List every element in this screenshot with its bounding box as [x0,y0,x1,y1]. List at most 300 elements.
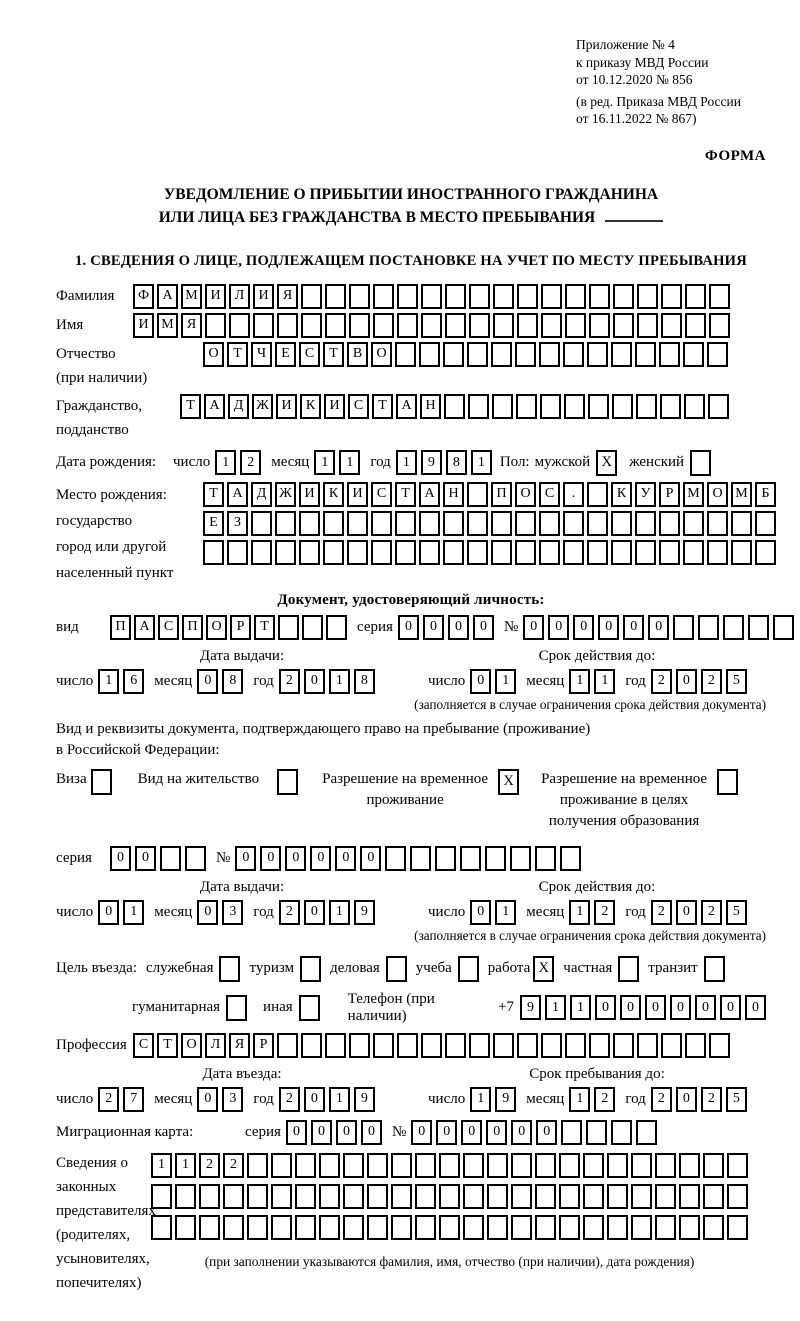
char-box[interactable] [637,313,658,338]
char-box[interactable]: 0 [511,1120,532,1145]
char-box[interactable] [349,284,370,309]
char-box[interactable]: Т [323,342,344,367]
char-box[interactable]: 6 [123,669,144,694]
char-box[interactable]: М [181,284,202,309]
char-box[interactable]: 0 [398,615,419,640]
char-box[interactable]: 0 [536,1120,557,1145]
char-box[interactable] [539,540,560,565]
char-box[interactable] [561,1120,582,1145]
char-box[interactable] [373,313,394,338]
char-box[interactable] [727,1184,748,1209]
char-box[interactable]: Р [659,482,680,507]
char-box[interactable] [439,1153,460,1178]
char-box[interactable] [559,1153,580,1178]
char-box[interactable] [395,342,416,367]
char-box[interactable] [319,1184,340,1209]
char-box[interactable]: 1 [123,900,144,925]
char-box[interactable]: 0 [197,1087,218,1112]
char-box[interactable]: 2 [651,900,672,925]
char-box[interactable] [565,313,586,338]
char-box[interactable]: К [323,482,344,507]
char-box[interactable] [511,1153,532,1178]
char-box[interactable]: 3 [222,1087,243,1112]
char-box[interactable] [415,1215,436,1240]
char-box[interactable] [487,1184,508,1209]
char-box[interactable]: 0 [648,615,669,640]
char-box[interactable] [535,1215,556,1240]
char-box[interactable] [371,540,392,565]
char-box[interactable]: 0 [110,846,131,871]
char-box[interactable] [151,1184,172,1209]
char-box[interactable]: 9 [520,995,541,1020]
char-box[interactable] [223,1184,244,1209]
char-box[interactable] [397,284,418,309]
char-box[interactable] [565,1033,586,1058]
char-box[interactable] [175,1215,196,1240]
char-box[interactable]: Д [228,394,249,419]
char-box[interactable]: И [347,482,368,507]
char-box[interactable]: 0 [461,1120,482,1145]
char-box[interactable] [685,313,706,338]
char-box[interactable] [659,540,680,565]
char-box[interactable]: 2 [240,450,261,475]
char-box[interactable] [410,846,431,871]
char-box[interactable] [463,1184,484,1209]
char-box[interactable]: О [206,615,227,640]
char-box[interactable] [439,1215,460,1240]
char-box[interactable]: 2 [594,900,615,925]
char-box[interactable]: 2 [223,1153,244,1178]
char-box[interactable] [655,1184,676,1209]
char-box[interactable]: И [133,313,154,338]
char-box[interactable]: 2 [279,900,300,925]
char-box[interactable] [541,1033,562,1058]
char-box[interactable] [271,1153,292,1178]
char-box[interactable] [515,540,536,565]
char-box[interactable] [493,1033,514,1058]
char-box[interactable] [349,1033,370,1058]
char-box[interactable]: А [134,615,155,640]
char-box[interactable] [541,313,562,338]
char-box[interactable] [391,1184,412,1209]
char-box[interactable] [323,511,344,536]
char-box[interactable] [684,394,705,419]
char-box[interactable] [755,540,776,565]
char-box[interactable] [467,511,488,536]
char-box[interactable]: 0 [135,846,156,871]
char-box[interactable] [709,313,730,338]
char-box[interactable]: К [300,394,321,419]
char-box[interactable] [635,342,656,367]
char-box[interactable]: 5 [726,900,747,925]
char-box[interactable]: Т [180,394,201,419]
char-box[interactable] [205,313,226,338]
char-box[interactable] [493,313,514,338]
char-box[interactable] [301,284,322,309]
char-box[interactable] [301,313,322,338]
char-box[interactable] [611,342,632,367]
char-box[interactable] [419,540,440,565]
char-box[interactable] [275,511,296,536]
char-box[interactable]: 8 [354,669,375,694]
char-box[interactable]: 0 [411,1120,432,1145]
char-box[interactable] [727,1215,748,1240]
char-box[interactable]: 0 [523,615,544,640]
char-box[interactable]: 0 [436,1120,457,1145]
char-box[interactable]: Т [227,342,248,367]
char-box[interactable] [559,1215,580,1240]
char-box[interactable] [535,1153,556,1178]
temp-residence-edu-checkbox[interactable] [717,769,738,795]
char-box[interactable]: 0 [286,1120,307,1145]
char-box[interactable] [539,511,560,536]
char-box[interactable] [160,846,181,871]
purpose-other-checkbox[interactable] [299,995,320,1021]
char-box[interactable]: 0 [361,1120,382,1145]
char-box[interactable]: Е [275,342,296,367]
char-box[interactable]: 2 [279,669,300,694]
char-box[interactable]: Л [205,1033,226,1058]
char-box[interactable] [349,313,370,338]
purpose-business-checkbox[interactable] [386,956,407,982]
char-box[interactable] [587,540,608,565]
char-box[interactable]: 0 [473,615,494,640]
char-box[interactable] [487,1215,508,1240]
char-box[interactable] [325,313,346,338]
char-box[interactable] [511,1184,532,1209]
char-box[interactable]: П [182,615,203,640]
char-box[interactable]: 0 [676,1087,697,1112]
char-box[interactable]: 0 [486,1120,507,1145]
char-box[interactable]: П [110,615,131,640]
char-box[interactable]: 1 [471,450,492,475]
char-box[interactable] [516,394,537,419]
char-box[interactable] [517,284,538,309]
char-box[interactable]: С [133,1033,154,1058]
char-box[interactable] [493,284,514,309]
char-box[interactable]: Т [254,615,275,640]
char-box[interactable] [655,1153,676,1178]
char-box[interactable] [698,615,719,640]
char-box[interactable]: 1 [470,1087,491,1112]
char-box[interactable]: 0 [304,669,325,694]
char-box[interactable] [278,615,299,640]
char-box[interactable] [227,540,248,565]
purpose-work-checkbox[interactable]: X [533,956,554,982]
char-box[interactable] [299,511,320,536]
char-box[interactable]: 0 [310,846,331,871]
char-box[interactable]: Е [203,511,224,536]
char-box[interactable] [709,284,730,309]
char-box[interactable] [203,540,224,565]
char-box[interactable]: 1 [314,450,335,475]
char-box[interactable]: 8 [446,450,467,475]
char-box[interactable]: 1 [98,669,119,694]
char-box[interactable]: 0 [98,900,119,925]
char-box[interactable] [587,342,608,367]
char-box[interactable] [539,342,560,367]
char-box[interactable] [755,511,776,536]
char-box[interactable]: 1 [329,669,350,694]
char-box[interactable]: Ф [133,284,154,309]
char-box[interactable]: М [731,482,752,507]
char-box[interactable] [541,284,562,309]
char-box[interactable]: 0 [304,900,325,925]
purpose-transit-checkbox[interactable] [704,956,725,982]
char-box[interactable] [247,1184,268,1209]
char-box[interactable]: 0 [448,615,469,640]
char-box[interactable] [707,511,728,536]
char-box[interactable]: 0 [573,615,594,640]
char-box[interactable] [703,1184,724,1209]
char-box[interactable] [631,1153,652,1178]
char-box[interactable]: О [181,1033,202,1058]
char-box[interactable]: 9 [354,1087,375,1112]
char-box[interactable]: Т [395,482,416,507]
char-box[interactable] [515,342,536,367]
char-box[interactable]: И [299,482,320,507]
char-box[interactable] [415,1184,436,1209]
char-box[interactable] [275,540,296,565]
char-box[interactable] [565,284,586,309]
char-box[interactable] [637,1033,658,1058]
char-box[interactable]: А [204,394,225,419]
char-box[interactable] [588,394,609,419]
char-box[interactable]: С [299,342,320,367]
char-box[interactable] [371,511,392,536]
char-box[interactable]: Р [253,1033,274,1058]
char-box[interactable] [659,342,680,367]
char-box[interactable] [485,846,506,871]
char-box[interactable] [295,1184,316,1209]
char-box[interactable]: 0 [645,995,666,1020]
char-box[interactable] [397,313,418,338]
char-box[interactable] [325,1033,346,1058]
char-box[interactable]: Д [251,482,272,507]
char-box[interactable] [395,511,416,536]
char-box[interactable] [659,511,680,536]
char-box[interactable]: Н [420,394,441,419]
char-box[interactable]: Ж [275,482,296,507]
char-box[interactable]: . [563,482,584,507]
char-box[interactable]: У [635,482,656,507]
char-box[interactable] [607,1184,628,1209]
char-box[interactable] [343,1215,364,1240]
char-box[interactable]: 9 [495,1087,516,1112]
char-box[interactable] [655,1215,676,1240]
char-box[interactable]: 2 [701,669,722,694]
char-box[interactable]: 0 [676,900,697,925]
char-box[interactable]: С [348,394,369,419]
char-box[interactable]: 0 [623,615,644,640]
char-box[interactable] [469,284,490,309]
char-box[interactable] [443,342,464,367]
char-box[interactable]: И [205,284,226,309]
char-box[interactable] [445,1033,466,1058]
char-box[interactable]: О [203,342,224,367]
char-box[interactable] [535,846,556,871]
char-box[interactable]: Ч [251,342,272,367]
char-box[interactable] [491,511,512,536]
char-box[interactable] [223,1215,244,1240]
char-box[interactable] [385,846,406,871]
char-box[interactable] [564,394,585,419]
char-box[interactable] [415,1153,436,1178]
char-box[interactable] [367,1184,388,1209]
char-box[interactable]: 9 [421,450,442,475]
char-box[interactable] [611,1120,632,1145]
char-box[interactable] [347,540,368,565]
char-box[interactable] [323,540,344,565]
char-box[interactable]: 1 [339,450,360,475]
char-box[interactable] [373,1033,394,1058]
char-box[interactable] [748,615,769,640]
char-box[interactable]: 2 [594,1087,615,1112]
char-box[interactable]: Т [157,1033,178,1058]
char-box[interactable] [492,394,513,419]
char-box[interactable]: Н [443,482,464,507]
char-box[interactable] [373,284,394,309]
char-box[interactable] [435,846,456,871]
char-box[interactable]: 0 [676,669,697,694]
char-box[interactable] [463,1153,484,1178]
char-box[interactable] [773,615,794,640]
char-box[interactable] [251,540,272,565]
char-box[interactable]: 1 [329,1087,350,1112]
char-box[interactable]: 1 [569,669,590,694]
char-box[interactable] [445,284,466,309]
char-box[interactable] [247,1153,268,1178]
char-box[interactable] [589,1033,610,1058]
char-box[interactable]: 0 [423,615,444,640]
char-box[interactable]: 0 [360,846,381,871]
char-box[interactable]: 0 [598,615,619,640]
char-box[interactable] [277,313,298,338]
char-box[interactable] [253,313,274,338]
char-box[interactable] [421,284,442,309]
char-box[interactable] [491,540,512,565]
char-box[interactable] [511,1215,532,1240]
char-box[interactable] [661,1033,682,1058]
char-box[interactable] [347,511,368,536]
char-box[interactable]: Я [229,1033,250,1058]
char-box[interactable]: 0 [260,846,281,871]
char-box[interactable]: 2 [98,1087,119,1112]
char-box[interactable] [587,482,608,507]
char-box[interactable]: О [707,482,728,507]
char-box[interactable]: М [157,313,178,338]
char-box[interactable] [469,313,490,338]
char-box[interactable]: 0 [620,995,641,1020]
char-box[interactable]: Т [372,394,393,419]
char-box[interactable] [636,1120,657,1145]
char-box[interactable] [444,394,465,419]
char-box[interactable] [419,342,440,367]
char-box[interactable]: 9 [354,900,375,925]
char-box[interactable] [467,342,488,367]
char-box[interactable] [277,1033,298,1058]
char-box[interactable] [731,511,752,536]
char-box[interactable] [731,540,752,565]
char-box[interactable]: 5 [726,1087,747,1112]
char-box[interactable]: 2 [701,900,722,925]
char-box[interactable] [271,1215,292,1240]
char-box[interactable] [583,1184,604,1209]
char-box[interactable] [661,313,682,338]
char-box[interactable] [419,511,440,536]
char-box[interactable] [723,615,744,640]
char-box[interactable]: 2 [651,1087,672,1112]
char-box[interactable] [467,482,488,507]
char-box[interactable]: 2 [701,1087,722,1112]
char-box[interactable]: Я [181,313,202,338]
char-box[interactable] [685,284,706,309]
char-box[interactable] [583,1153,604,1178]
char-box[interactable]: С [158,615,179,640]
sex-male-checkbox[interactable]: X [596,450,617,476]
char-box[interactable]: А [396,394,417,419]
char-box[interactable] [560,846,581,871]
char-box[interactable]: В [347,342,368,367]
sex-female-checkbox[interactable] [690,450,711,476]
char-box[interactable] [343,1184,364,1209]
char-box[interactable] [367,1215,388,1240]
char-box[interactable] [611,511,632,536]
char-box[interactable] [319,1215,340,1240]
char-box[interactable] [325,284,346,309]
char-box[interactable]: Я [277,284,298,309]
char-box[interactable]: М [683,482,704,507]
char-box[interactable] [709,1033,730,1058]
purpose-official-checkbox[interactable] [219,956,240,982]
char-box[interactable] [301,1033,322,1058]
char-box[interactable] [391,1215,412,1240]
char-box[interactable]: 2 [279,1087,300,1112]
char-box[interactable] [589,313,610,338]
char-box[interactable] [635,540,656,565]
char-box[interactable] [199,1215,220,1240]
char-box[interactable]: 2 [199,1153,220,1178]
char-box[interactable]: 0 [470,900,491,925]
char-box[interactable] [271,1184,292,1209]
char-box[interactable]: 0 [695,995,716,1020]
char-box[interactable] [395,540,416,565]
char-box[interactable] [535,1184,556,1209]
char-box[interactable] [175,1184,196,1209]
char-box[interactable]: 1 [569,900,590,925]
char-box[interactable]: П [491,482,512,507]
char-box[interactable] [326,615,347,640]
char-box[interactable] [587,511,608,536]
char-box[interactable]: 1 [215,450,236,475]
char-box[interactable]: А [419,482,440,507]
char-box[interactable]: О [371,342,392,367]
char-box[interactable] [636,394,657,419]
char-box[interactable] [559,1184,580,1209]
char-box[interactable] [611,540,632,565]
char-box[interactable]: 1 [569,1087,590,1112]
char-box[interactable]: А [157,284,178,309]
char-box[interactable] [421,313,442,338]
char-box[interactable]: 0 [285,846,306,871]
char-box[interactable] [660,394,681,419]
char-box[interactable] [295,1215,316,1240]
char-box[interactable] [510,846,531,871]
char-box[interactable]: 7 [123,1087,144,1112]
purpose-study-checkbox[interactable] [458,956,479,982]
char-box[interactable]: 0 [197,669,218,694]
char-box[interactable] [445,313,466,338]
